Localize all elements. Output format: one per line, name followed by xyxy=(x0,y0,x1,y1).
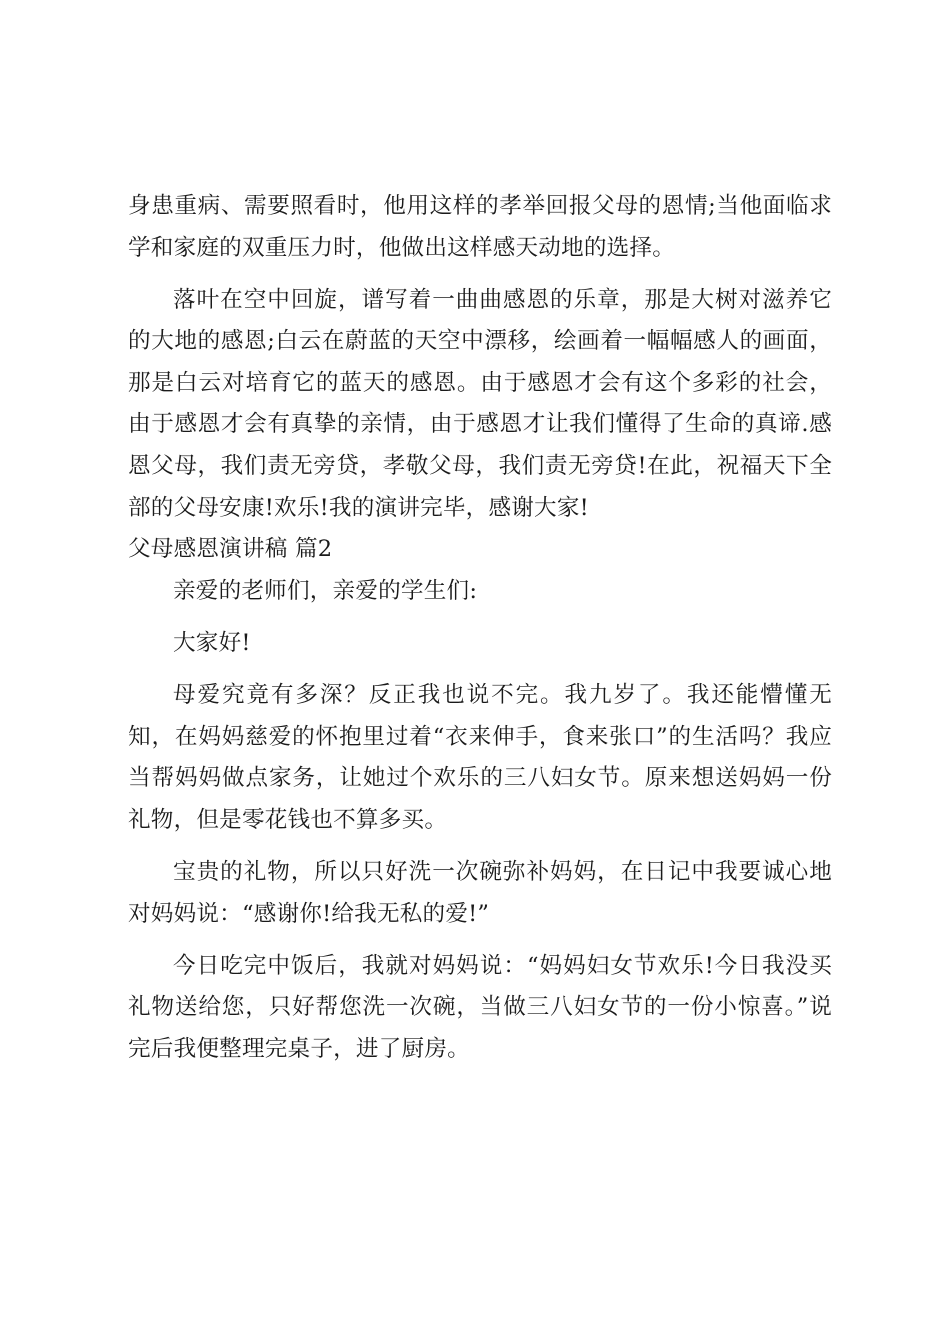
paragraph-3: 母爱究竟有多深？反正我也说不完。我九岁了。我还能懵懂无知，在妈妈慈爱的怀抱里过着“衣来伸手，食来张口”的生活吗？我应当帮妈妈做点家务，让她过个欢乐的三八妇女节。原来想送妈妈一份礼物，但是零花钱也不算多买。 xyxy=(128,682,832,833)
paragraph-gap xyxy=(128,612,832,623)
paragraph-gap xyxy=(128,665,832,676)
salutation: 亲爱的老师们，亲爱的学生们: xyxy=(173,577,478,604)
greeting: 大家好! xyxy=(173,629,251,656)
paragraph-4: 宝贵的礼物，所以只好洗一次碗弥补妈妈，在日记中我要诚心地对妈妈说：“感谢你!给我无私的爱!” xyxy=(128,858,832,927)
document-body xyxy=(128,186,832,1070)
paragraph-5: 今日吃完中饭后，我就对妈妈说：“妈妈妇女节欢乐!今日我没买礼物送给您，只好帮您洗一次碗，当做三八妇女节的一份小惊喜。”说完后我便整理完桌子，进了厨房。 xyxy=(128,952,832,1062)
paragraph-1: 身患重病、需要照看时，他用这样的孝举回报父母的恩情;当他面临求学和家庭的双重压力时，他做出这样感天动地的选择。 xyxy=(128,193,832,261)
paragraph-gap xyxy=(128,935,832,946)
paragraph-2: 落叶在空中回旋，谱写着一曲曲感恩的乐章，那是大树对滋养它的大地的感恩;白云在蔚蓝的天空中漂移，绘画着一幅幅感人的画面，那是白云对培育它的蓝天的感恩。由于感恩才会有这个多彩的社会，由于感恩才会有真挚的亲情，由于感恩才让我们懂得了生命的真谛.感恩父母，我们责无旁贷，孝敬父母，我们责无旁贷!在此，祝福天下全部的父母安康!欢乐!我的演讲完毕，感谢大家! xyxy=(128,286,832,521)
paragraph-gap xyxy=(128,269,832,280)
paragraph-gap xyxy=(128,841,832,852)
section-title: 父母感恩演讲稿 篇2 xyxy=(128,536,333,563)
